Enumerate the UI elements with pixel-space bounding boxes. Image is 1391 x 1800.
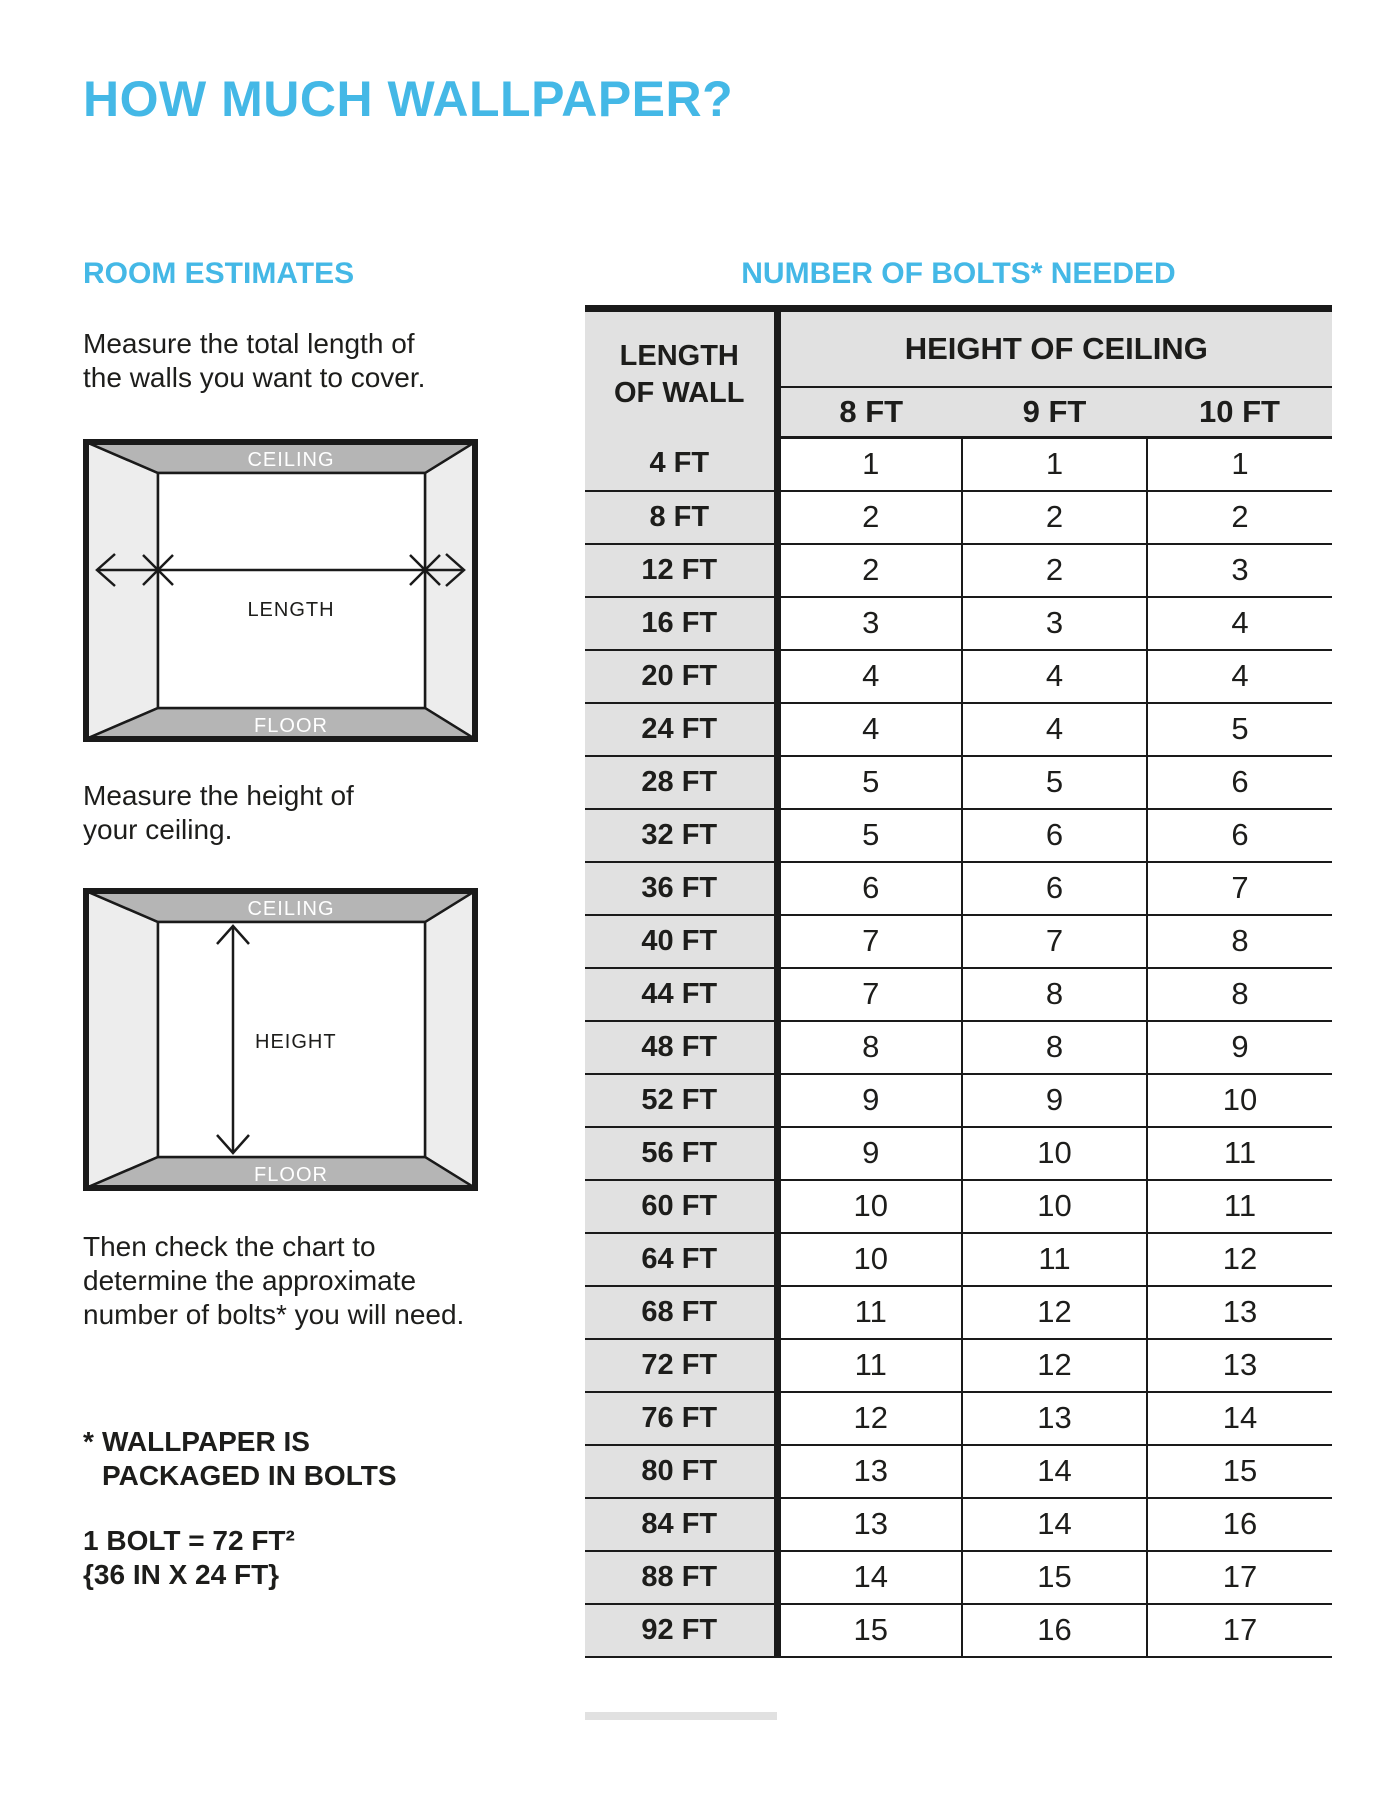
table-row [585,1392,1332,1445]
bolt-count-cell: 2 [777,491,962,544]
asterisk: * [83,1426,94,1457]
table-header-row [585,309,1332,387]
table-row [585,544,1332,597]
wall-length-cell: 76 FT [585,1392,777,1445]
wall-length-cell: 72 FT [585,1339,777,1392]
bolt-count-cell: 2 [962,544,1147,597]
instruction-measure-length [83,327,425,395]
table-row [585,1021,1332,1074]
bolt-equation: 1 BOLT = 72 FT² [83,1525,295,1556]
room-estimates-heading: ROOM ESTIMATES [83,257,355,290]
bolt-count-cell: 6 [962,809,1147,862]
bolt-count-cell: 3 [962,597,1147,650]
wall-length-cell: 28 FT [585,756,777,809]
bolts-table-heading: NUMBER OF BOLTS* NEEDED [741,257,1176,290]
left-wall [86,891,158,1188]
ceiling-label: CEILING [247,898,335,920]
wallpaper-footnote [83,1425,397,1493]
table-row [585,491,1332,544]
right-wall [425,891,475,1188]
bolt-count-cell: 12 [1147,1233,1332,1286]
bolt-dimensions: {36 IN X 24 FT} [83,1559,280,1590]
bolt-count-cell: 4 [962,650,1147,703]
bolt-count-cell: 12 [777,1392,962,1445]
wall-length-cell: 48 FT [585,1021,777,1074]
bolt-count-cell: 4 [962,703,1147,756]
bolt-count-cell: 15 [777,1604,962,1657]
bolt-count-cell: 12 [962,1286,1147,1339]
table-row [585,1551,1332,1604]
bolt-count-cell: 3 [1147,544,1332,597]
bolt-count-cell: 2 [1147,491,1332,544]
wall-length-cell: 4 FT [585,438,777,491]
wall-length-cell: 60 FT [585,1180,777,1233]
table-row [585,968,1332,1021]
cutoff-row-stub [585,1712,777,1720]
bolt-count-cell: 13 [1147,1286,1332,1339]
bolt-count-cell: 8 [777,1021,962,1074]
footnote-line: WALLPAPER IS [102,1426,310,1457]
bolt-count-cell: 14 [1147,1392,1332,1445]
bolt-count-cell: 5 [777,809,962,862]
floor-label: FLOOR [254,715,328,737]
bolt-count-cell: 4 [1147,650,1332,703]
instruction-line: number of bolts* you will need. [83,1299,465,1330]
height-room-diagram [83,888,478,1191]
instruction-line: Measure the height of [83,780,354,811]
bolt-count-cell: 11 [1147,1180,1332,1233]
bolt-count-cell: 15 [1147,1445,1332,1498]
col-header-9ft: 9 FT [962,387,1147,438]
header-line: LENGTH [619,339,739,372]
table-row [585,756,1332,809]
wall-length-cell: 24 FT [585,703,777,756]
table-row [585,703,1332,756]
length-of-wall-header [585,309,777,438]
bolt-count-cell: 11 [962,1233,1147,1286]
wall-length-cell: 64 FT [585,1233,777,1286]
bolt-count-cell: 6 [777,862,962,915]
bolt-count-cell: 6 [1147,809,1332,862]
bolt-count-cell: 17 [1147,1604,1332,1657]
bolt-count-cell: 17 [1147,1551,1332,1604]
bolt-count-cell: 16 [962,1604,1147,1657]
bolt-count-cell: 13 [777,1498,962,1551]
wall-length-cell: 8 FT [585,491,777,544]
bolt-count-cell: 11 [777,1286,962,1339]
bolt-count-cell: 11 [1147,1127,1332,1180]
bolt-count-cell: 4 [777,650,962,703]
length-room-diagram [83,439,478,742]
height-label: HEIGHT [255,1031,337,1053]
instruction-line: your ceiling. [83,814,233,845]
table-row [585,1445,1332,1498]
bolt-count-cell: 10 [777,1180,962,1233]
wall-length-cell: 52 FT [585,1074,777,1127]
bolt-count-cell: 16 [1147,1498,1332,1551]
bolt-count-cell: 5 [962,756,1147,809]
bolt-count-cell: 9 [777,1127,962,1180]
bolt-count-cell: 5 [1147,703,1332,756]
instruction-line: Then check the chart to [83,1231,376,1262]
wall-length-cell: 68 FT [585,1286,777,1339]
table-row [585,1604,1332,1657]
bolt-count-cell: 6 [1147,756,1332,809]
bolt-count-cell: 3 [777,597,962,650]
bolt-count-cell: 10 [962,1180,1147,1233]
bolt-count-cell: 10 [1147,1074,1332,1127]
table-row [585,597,1332,650]
instruction-measure-height [83,779,354,847]
bolt-count-cell: 14 [962,1498,1147,1551]
wall-length-cell: 12 FT [585,544,777,597]
left-wall [86,442,158,739]
bolt-count-cell: 12 [962,1339,1147,1392]
table-row [585,1074,1332,1127]
bolt-count-cell: 5 [777,756,962,809]
wall-length-cell: 40 FT [585,915,777,968]
wall-length-cell: 80 FT [585,1445,777,1498]
wall-length-cell: 20 FT [585,650,777,703]
instruction-check-chart [83,1230,464,1332]
floor-label: FLOOR [254,1164,328,1186]
bolt-count-cell: 8 [1147,915,1332,968]
wall-length-cell: 16 FT [585,597,777,650]
bolt-count-cell: 4 [777,703,962,756]
bolt-count-cell: 8 [962,1021,1147,1074]
bolt-count-cell: 8 [1147,968,1332,1021]
bolt-count-cell: 13 [777,1445,962,1498]
bolt-count-cell: 1 [962,438,1147,491]
height-of-ceiling-header: HEIGHT OF CEILING [777,309,1332,387]
wall-length-cell: 92 FT [585,1604,777,1657]
wall-length-cell: 32 FT [585,809,777,862]
bolt-count-cell: 8 [962,968,1147,1021]
header-line: OF WALL [614,376,745,409]
bolt-count-cell: 10 [962,1127,1147,1180]
table-row [585,438,1332,491]
footnote-text [102,1425,397,1493]
bolt-count-cell: 9 [1147,1021,1332,1074]
bolt-count-cell: 15 [962,1551,1147,1604]
table-row [585,915,1332,968]
bolt-count-cell: 7 [1147,862,1332,915]
back-wall [158,473,425,708]
table-row [585,650,1332,703]
bolt-count-cell: 1 [1147,438,1332,491]
instruction-line: determine the approximate [83,1265,417,1296]
table-row [585,862,1332,915]
bolt-count-cell: 9 [777,1074,962,1127]
table-row [585,809,1332,862]
instruction-line: Measure the total length of [83,328,415,359]
bolt-count-cell: 1 [777,438,962,491]
bolt-count-cell: 2 [777,544,962,597]
wall-length-cell: 84 FT [585,1498,777,1551]
col-header-10ft: 10 FT [1147,387,1332,438]
wall-length-cell: 88 FT [585,1551,777,1604]
table-row [585,1127,1332,1180]
table-row [585,1498,1332,1551]
bolt-count-cell: 10 [777,1233,962,1286]
footnote-line: PACKAGED IN BOLTS [102,1460,397,1491]
page-title: HOW MUCH WALLPAPER? [83,71,734,127]
bolt-count-cell: 9 [962,1074,1147,1127]
table-row [585,1180,1332,1233]
table-row [585,1233,1332,1286]
bolt-count-cell: 4 [1147,597,1332,650]
bolt-count-cell: 7 [777,915,962,968]
length-label: LENGTH [247,599,335,621]
col-header-8ft: 8 FT [777,387,962,438]
bolt-count-cell: 13 [962,1392,1147,1445]
ceiling-label: CEILING [247,449,335,471]
bolt-count-cell: 6 [962,862,1147,915]
wall-length-cell: 36 FT [585,862,777,915]
bolt-count-cell: 14 [962,1445,1147,1498]
bolt-count-cell: 2 [962,491,1147,544]
bolts-table [585,305,1332,1658]
bolt-count-cell: 14 [777,1551,962,1604]
wall-length-cell: 44 FT [585,968,777,1021]
bolt-count-cell: 7 [777,968,962,1021]
table-row [585,1339,1332,1392]
bolt-definition [83,1524,295,1592]
bolt-count-cell: 11 [777,1339,962,1392]
wall-length-cell: 56 FT [585,1127,777,1180]
instruction-line: the walls you want to cover. [83,362,426,393]
bolt-count-cell: 7 [962,915,1147,968]
right-wall [425,442,475,739]
bolts-table-body [585,438,1332,1657]
table-row [585,1286,1332,1339]
bolt-count-cell: 13 [1147,1339,1332,1392]
